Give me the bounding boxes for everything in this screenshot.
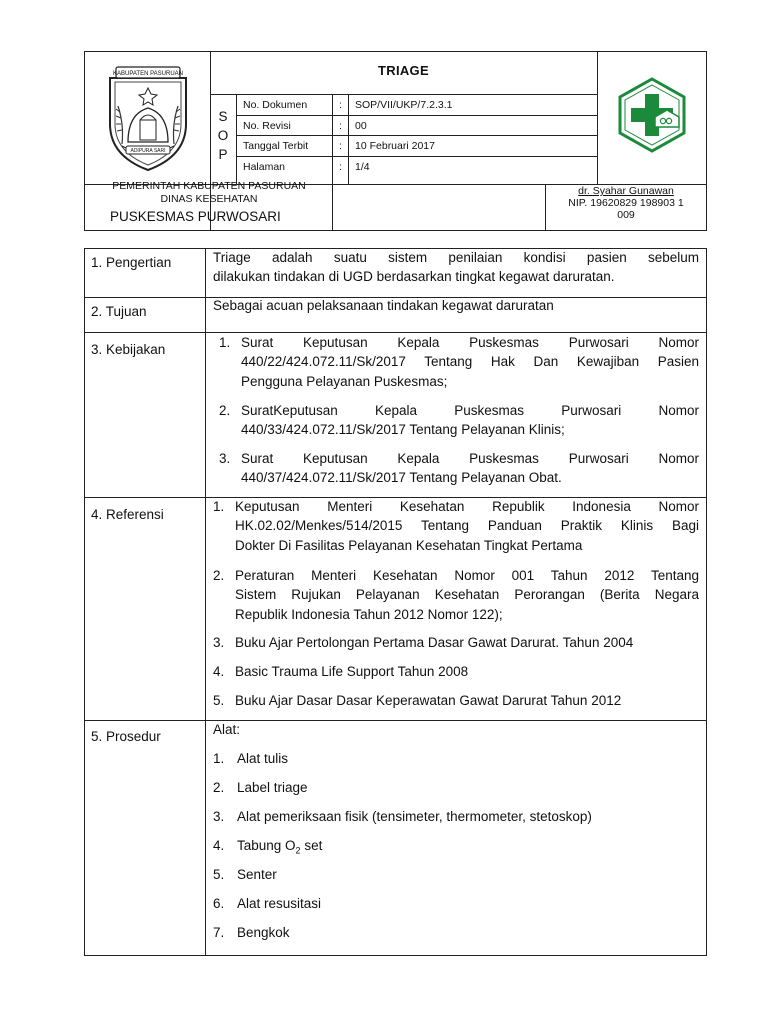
referensi-item [213,691,699,711]
alat-item [213,923,699,943]
item-text: Alat resusitasi [237,896,322,911]
item-number: 2. [213,780,225,795]
pengertian-text [213,248,699,287]
item-number: 2. [219,403,231,418]
text-line: SuratKeputusan Kepala Puskesmas Purwosari Nomor [241,403,699,418]
alat-item [213,749,699,769]
kebijakan-item [219,449,699,489]
header-divider [236,135,597,136]
item-number: 4. [213,838,225,853]
item-text: Basic Trauma Life Support Tahun 2008 [235,664,469,679]
item-number: 3. [213,809,225,824]
item-text: Alat pemeriksaan fisik (tensimeter, thermometer, stetoskop) [237,809,592,824]
section-label-tujuan: 2. Tujuan [91,304,147,319]
text-line: HK.02.02/Menkes/514/2015 Tentang Panduan Praktik Klinis Bagi [235,518,699,534]
text-line: Triage adalah suatu sistem penilaian kondisi pasien sebelum [213,250,699,265]
meta-label: No. Revisi [243,120,291,132]
meta-separator: : [339,161,342,173]
item-number: 1. [213,499,225,514]
kebijakan-item [219,401,699,441]
org-department: DINAS KESEHATAN [160,193,258,205]
section-label-pengertian: 1. Pengertian [91,255,172,270]
item-text [237,836,322,861]
section-label-referensi: 4. Referensi [91,507,164,522]
referensi-item [213,497,699,557]
item-text: Buku Ajar Dasar Dasar Keperawatan Gawat Darurat Tahun 2012 [235,693,622,708]
item-number: 2. [213,568,225,583]
section-label-kebijakan: 3. Kebijakan [91,342,166,357]
item-number: 3. [213,635,225,650]
meta-label: Halaman [243,161,286,173]
header-divider [236,94,237,184]
meta-value: SOP/VII/UKP/7.2.3.1 [355,99,453,111]
sop-letter: S [218,109,228,124]
meta-label: No. Dokumen [243,99,308,111]
alat-item [213,894,699,914]
prosedur-intro: Alat: [213,722,241,737]
alat-item [213,865,699,885]
meta-separator: : [339,120,342,132]
org-puskesmas: PUSKESMAS PURWOSARI [110,209,281,224]
meta-value: 1/4 [355,161,370,173]
item-number: 3. [219,451,231,466]
text-line: Republik Indonesia Tahun 2012 Nomor 122); [235,606,503,622]
kebijakan-item [219,333,699,393]
text-line: Peraturan Menteri Kesehatan Nomor 001 Tahun 2012 Tentang [235,568,699,583]
referensi-item [213,566,699,626]
item-text: Buku Ajar Pertolongan Pertama Dasar Gawat Darurat. Tahun 2004 [235,635,634,650]
section-label-prosedur: 5. Prosedur [91,729,161,744]
meta-separator: : [339,99,342,111]
org-government: PEMERINTAH KABUPATEN PASURUAN [112,180,306,192]
text-line: Surat Keputusan Kepala Puskesmas Purwosari Nomor [241,335,699,350]
text-line: dilakukan tindakan di UGD berdasarkan tingkat kegawat daruratan. [213,269,615,285]
kabupaten-pasuruan-logo [104,64,192,174]
text-line: Pengguna Pelayanan Puskesmas; [241,373,448,389]
item-number: 5. [213,693,225,708]
column-divider [205,248,206,956]
item-text: Senter [237,867,277,882]
header-divider [236,115,597,116]
meta-value: 10 Februari 2017 [355,140,435,152]
signer-nip-cont: 009 [617,209,635,221]
item-text: Alat tulis [237,751,289,766]
row-divider [84,720,707,721]
referensi-item [213,633,699,653]
text-line: 440/37/424.072.11/Sk/2017 Tentang Pelayanan Obat. [241,470,562,486]
item-number: 1. [213,751,225,766]
svg-text:KABUPATEN PASURUAN: KABUPATEN PASURUAN [112,71,184,77]
svg-text:ADIPURA SARI: ADIPURA SARI [130,148,166,154]
sop-letter: O [217,128,229,143]
text-line: 440/22/424.072.11/Sk/2017 Tentang Hak Dan Kewajiban Pasien [241,354,699,370]
text-line: 440/33/424.072.11/Sk/2017 Tentang Pelayanan Klinis; [241,422,565,438]
text-line: Surat Keputusan Kepala Puskesmas Purwosari Nomor [241,451,699,466]
alat-item [213,807,699,827]
meta-separator: : [339,140,342,152]
signer-nip: NIP. 19620829 198903 1 [568,197,684,209]
text-line: Keputusan Menteri Kesehatan Republik Indonesia Nomor [235,499,699,514]
referensi-item [213,662,699,682]
item-text: Label triage [237,780,308,795]
item-text: Bengkok [237,925,290,940]
item-text-main: Tabung O [237,838,296,853]
item-number: 7. [213,925,225,940]
header-divider [210,94,597,95]
header-divider [348,94,349,184]
puskesmas-logo [617,77,687,153]
signer-name: dr. Syahar Gunawan [578,185,674,197]
text-line: Sistem Rujukan Pelayanan Kesehatan Perorangan (Berita Negara [235,587,699,603]
sop-letter: P [218,147,228,162]
subscript: 2 [295,845,301,856]
meta-value: 00 [355,120,367,132]
item-number: 6. [213,896,225,911]
meta-label: Tanggal Terbit [243,140,309,152]
header-divider [597,51,598,184]
alat-item [213,778,699,798]
item-number: 1. [219,335,231,350]
item-text-after: set [300,838,323,853]
alat-item [213,836,699,856]
tujuan-text: Sebagai acuan pelaksanaan tindakan kegawat daruratan [213,298,554,313]
item-number: 5. [213,867,225,882]
text-line: Dokter Di Fasilitas Pelayanan Kesehatan Tingkat Pertama [235,537,583,553]
document-title: TRIAGE [378,63,429,78]
item-number: 4. [213,664,225,679]
header-divider [236,156,597,157]
